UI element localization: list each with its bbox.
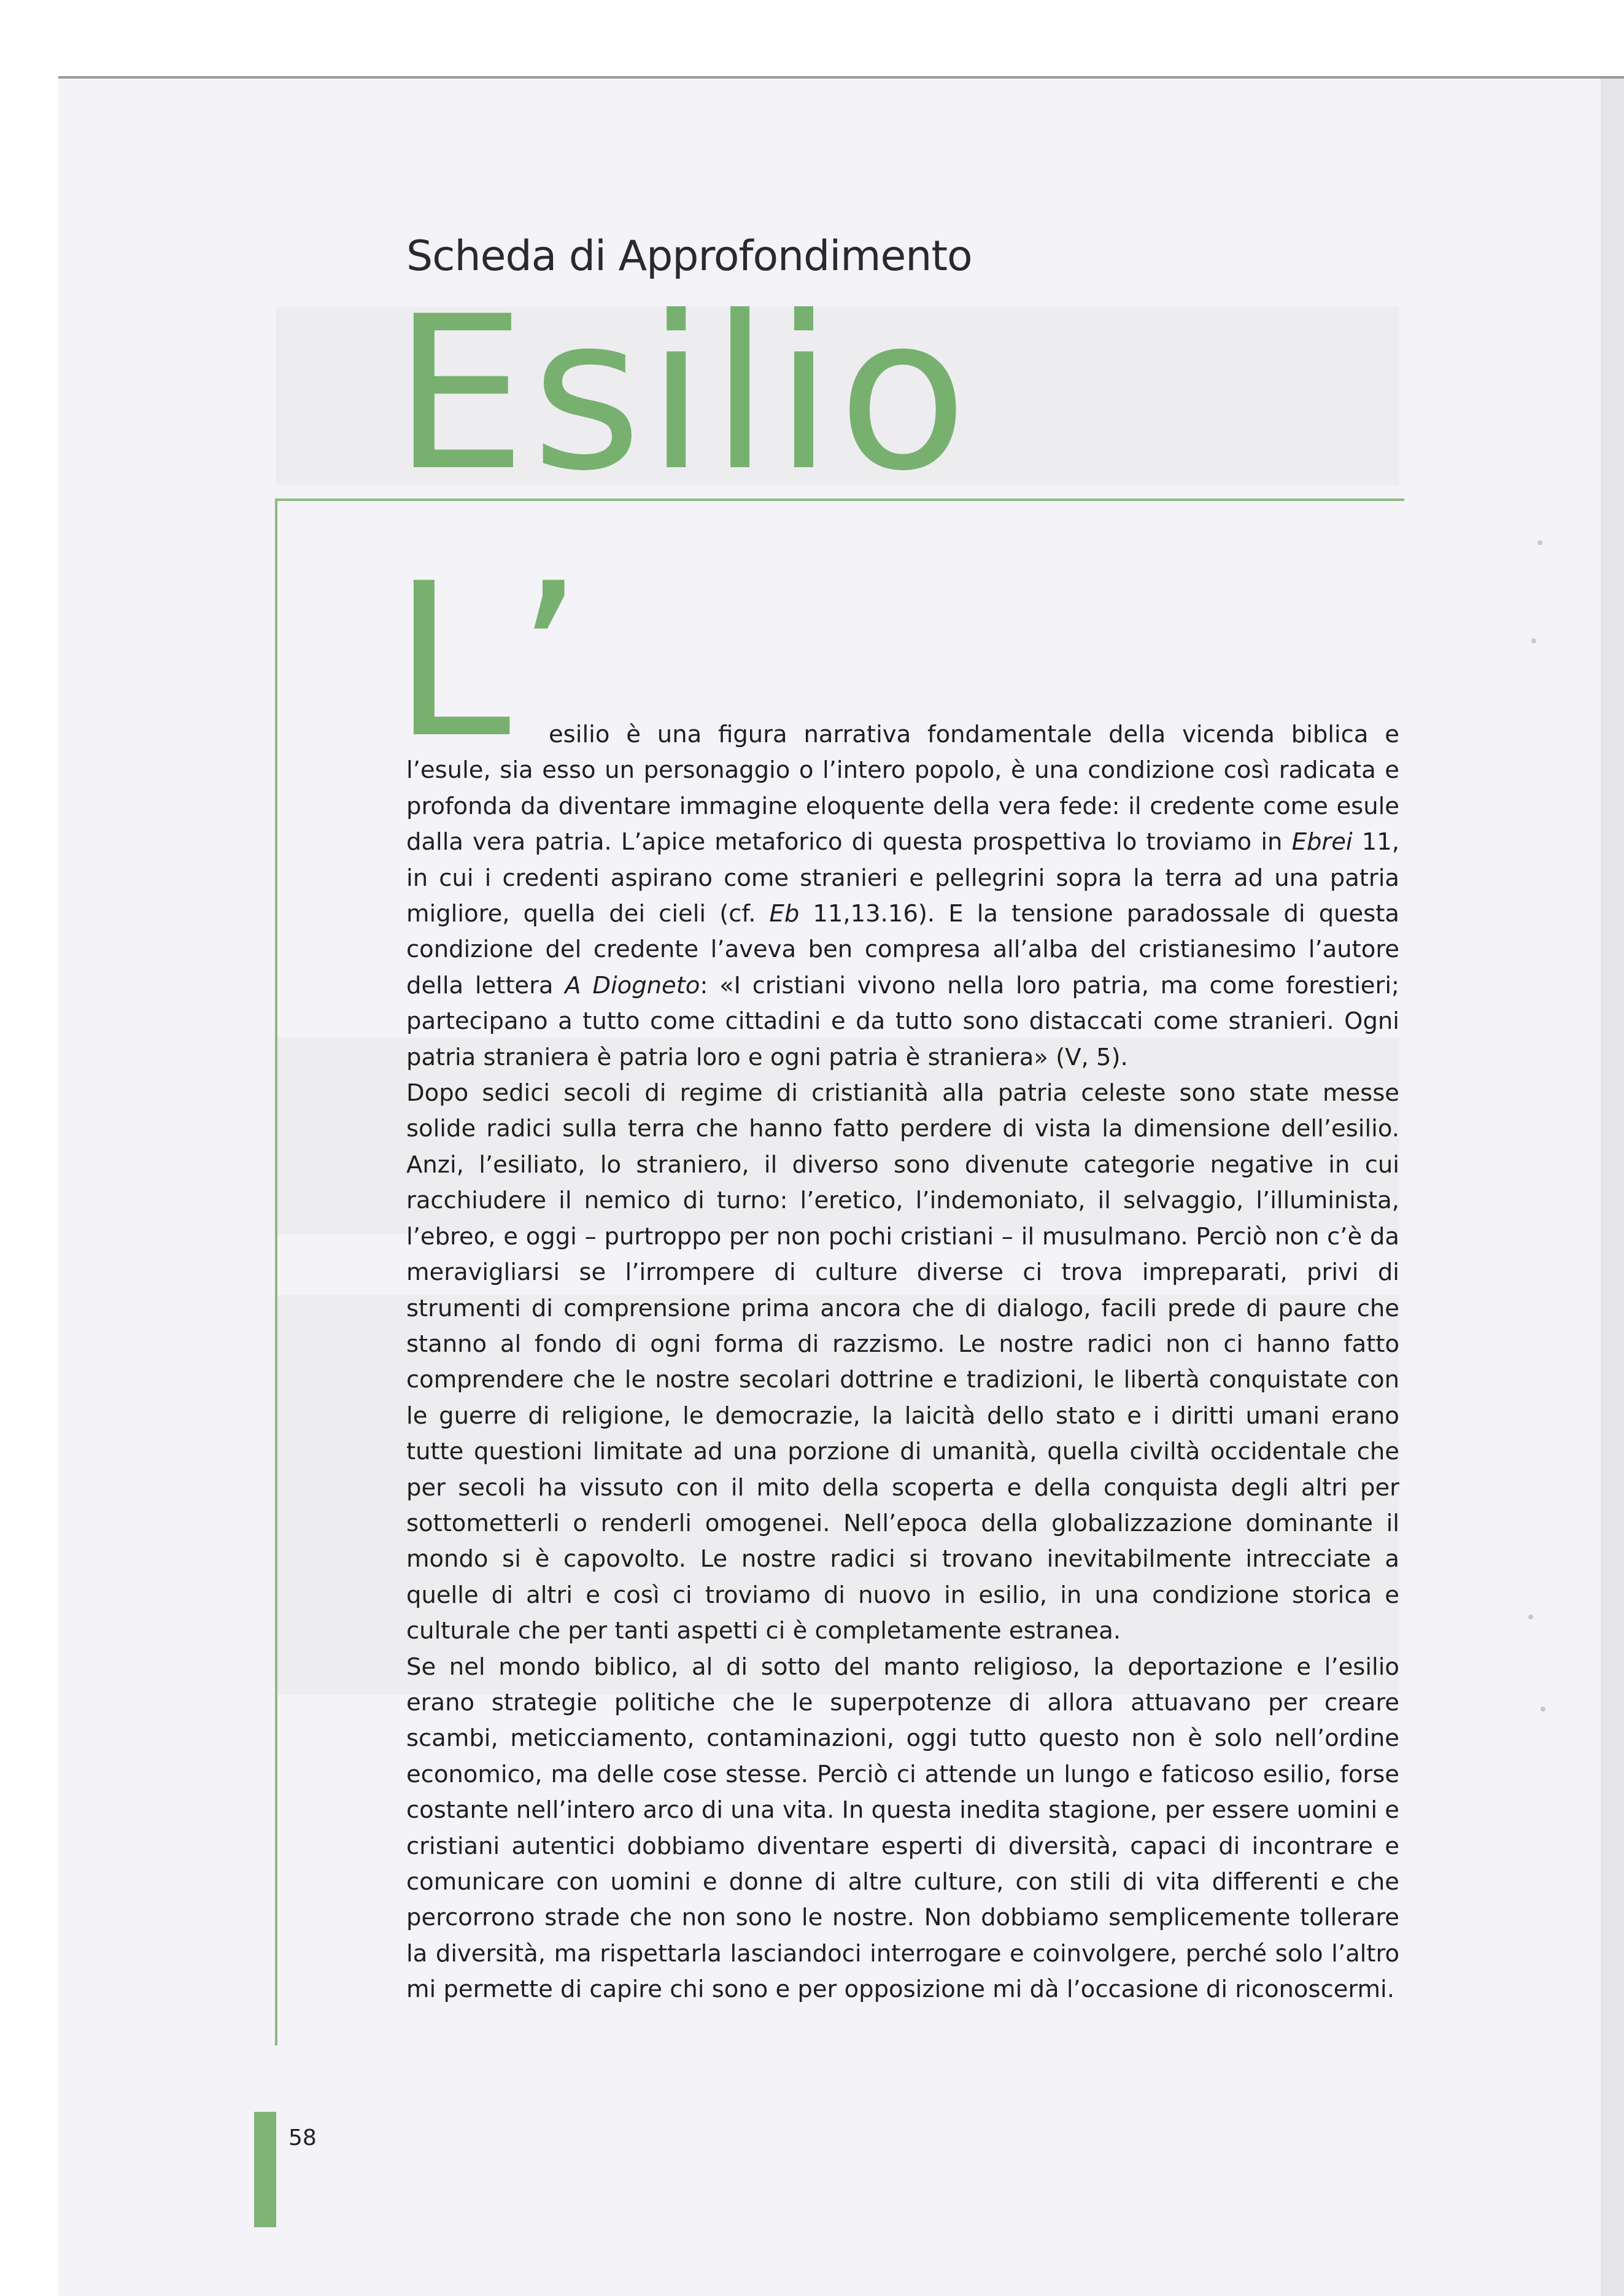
section-header: Scheda di Approfondimento [406,232,972,281]
scan-speck [1528,1615,1533,1619]
title-drop-cap: L’ [393,538,588,785]
page-number: 58 [288,2125,317,2151]
italic-reference: Eb [769,900,800,928]
page-number-bar [254,2112,276,2227]
text-run: : «I cristiani vivono nella loro patria, ma come forestieri; partecipano a tutto come cittadini e da tutto sono distaccati come stranieri. Ogni patria straniera è patria loro e ogni patria è straniera» (V, 5). [406,971,1399,1071]
scan-speck [1541,1707,1545,1712]
article-body [406,717,1399,2008]
italic-reference: Ebrei [1291,828,1353,856]
italic-reference: A Diogneto [565,971,700,999]
paragraph-2: Dopo sedici secoli di regime di cristianità alla patria celeste sono state messe solide radici sulla terra che hanno fatto perdere di vista la dimensione dell’esilio. Anzi, l’esiliato, lo straniero, il diverso sono divenute categorie negative in cui racchiudere il nemico di turno: l’eretico, l’indemoniato, il selvaggio, l’illuminista, l’ebreo, e oggi – purtroppo per non pochi cristiani – il musulmano. Perciò non c’è da meravigliarsi se l’irrompere di culture diverse ci trova impreparati, privi di strumenti di comprensione prima ancora che di dialogo, facili prede di paure che stanno al fondo di ogni forma di razzismo. Le nostre radici non ci hanno fatto comprendere che le nostre secolari dottrine e tradizioni, le libertà conquistate con le guerre di religione, le democrazie, la laicità dello stato e i diritti umani erano tutte questioni limitate ad una porzione di umanità, quella civiltà occidentale che per secoli ha vissuto con il mito della scoperta e della conquista degli altri per sottometterli o renderli omogenei. Nell’epoca della globalizzazione dominante il mondo si è capovolto. Le nostre radici si trovano inevitabilmente intrecciate a quelle di altri e così ci troviamo di nuovo in esilio, in una condizione storica e culturale che per tanti aspetti ci è completamente estranea. [406,1079,1399,1645]
title-esilio: Esilio [393,271,973,518]
text-run: 11,13.16). E la tensione paradossale di questa condizione del credente l’aveva ben compresa all’alba del cristianesimo l’autore della lettera [406,900,1399,999]
vertical-rule [275,498,277,2046]
text-run: esilio è una figura narrativa fondamentale della vicenda biblica e l’esule, sia esso un personaggio o l’intero popolo, è una condizione così radicata e profonda da diventare immagine eloquente della vera fede: il credente come esule dalla vera patria. L’apice metaforico di questa prospettiva lo troviamo in [406,721,1399,856]
text-run: 11, in cui i credenti aspirano come stranieri e pellegrini sopra la terra ad una patria migliore, quella dei cieli (cf. [406,828,1399,928]
paragraph-3: Se nel mondo biblico, al di sotto del manto religioso, la deportazione e l’esilio erano strategie politiche che le superpotenze di allora attuavano per creare scambi, meticciamento, contaminazioni, oggi tutto questo non è solo nell’ordine economico, ma delle cose stesse. Perciò ci attende un lungo e faticoso esilio, forse costante nell’intero arco di una vita. In questa inedita stagione, per essere uomini e cristiani autentici dobbiamo diventare esperti di diversità, capaci di incontrare e comunicare con uomini e donne di altre culture, con stili di vita differenti e che percorrono strade che non sono le nostre. Non dobbiamo semplicemente tollerare la diversità, ma rispettarla lasciandoci interrogare e coinvolgere, perché solo l’altro mi permette di capire chi sono e per opposizione mi dà l’occasione di riconoscermi. [406,1653,1399,2004]
page-top-edge [58,76,1624,79]
paragraph-1 [406,717,1399,1076]
scan-speck [1531,638,1536,643]
page-right-strip [1601,79,1624,2296]
scan-speck [1537,540,1542,545]
